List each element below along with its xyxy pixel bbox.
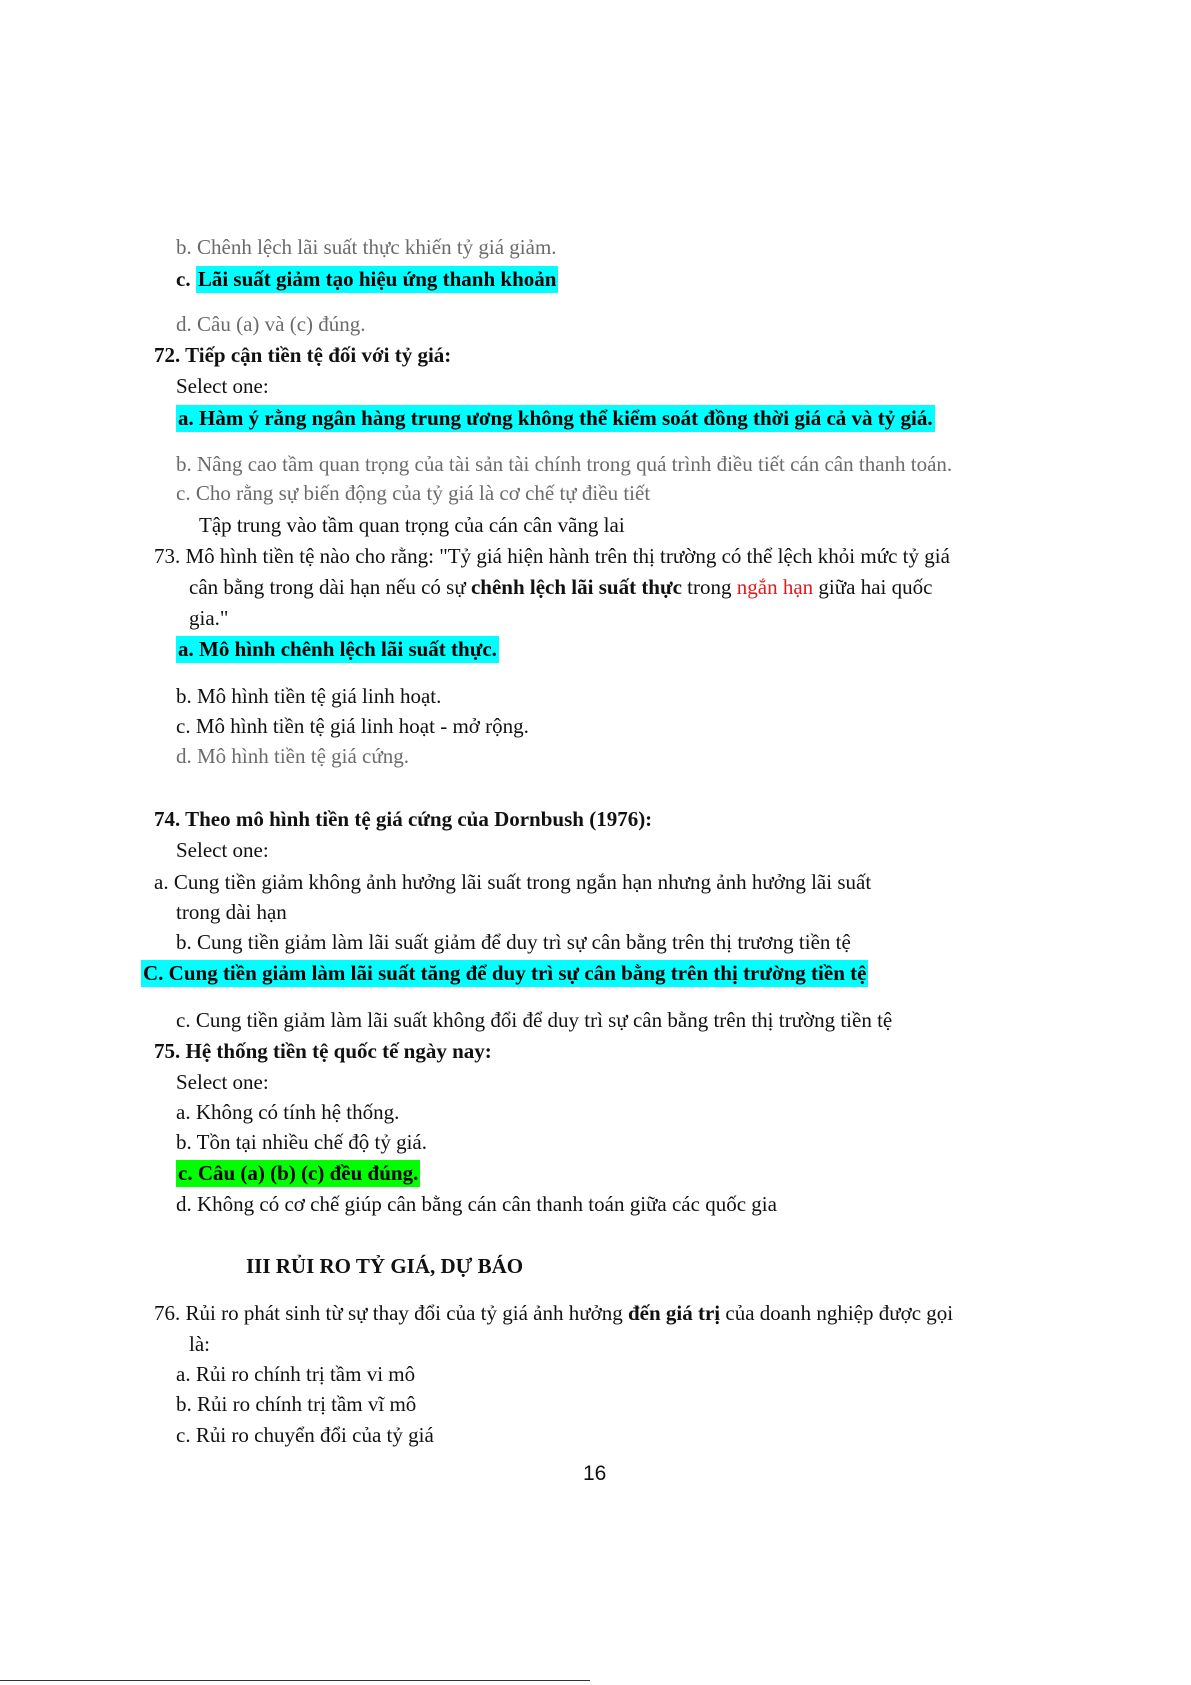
q75-answer-highlight: c. Câu (a) (b) (c) đều đúng. bbox=[178, 1161, 419, 1185]
q75-option-d: d. Không có cơ chế giúp cân bằng cán cân thanh toán giữa các quốc gia bbox=[176, 1192, 777, 1216]
q73-answer-highlight: a. Mô hình chênh lệch lãi suất thực. bbox=[178, 637, 497, 661]
q74-option-C bbox=[141, 960, 868, 986]
q73-option-c: c. Mô hình tiền tệ giá linh hoạt - mở rộng. bbox=[176, 714, 529, 738]
q76-line1-pre: 76. Rủi ro phát sinh từ sự thay đổi của tỷ giá ảnh hưởng bbox=[154, 1301, 628, 1325]
q71-answer-highlight: Lãi suất giảm tạo hiệu ứng thanh khoản bbox=[197, 267, 557, 291]
q72-answer-highlight: a. Hàm ý rằng ngân hàng trung ương không thể kiểm soát đồng thời giá cả và tỷ giá. bbox=[178, 406, 933, 430]
q72-select-one: Select one: bbox=[176, 374, 269, 398]
q76-line1-post: của doanh nghiệp được gọi bbox=[720, 1301, 954, 1325]
q73-question-line1: 73. Mô hình tiền tệ nào cho rằng: "Tỷ giá hiện hành trên thị trường có thể lệch khỏi mức tỷ giá bbox=[154, 544, 950, 568]
page-number: 16 bbox=[583, 1462, 607, 1485]
q73-line2-red: ngắn hạn bbox=[736, 575, 814, 599]
q71-option-c bbox=[176, 266, 558, 292]
section-heading: III RỦI RO TỶ GIÁ, DỰ BÁO bbox=[246, 1254, 524, 1278]
q75-title: 75. Hệ thống tiền tệ quốc tế ngày nay: bbox=[154, 1039, 492, 1063]
q74-select-one: Select one: bbox=[176, 838, 269, 862]
q74-title: 74. Theo mô hình tiền tệ giá cứng của Dornbush (1976): bbox=[154, 807, 653, 831]
q76-question-line1 bbox=[154, 1300, 953, 1326]
q76-line1-bold: đến giá trị bbox=[627, 1301, 721, 1325]
q75-option-a: a. Không có tính hệ thống. bbox=[176, 1100, 400, 1124]
footer-divider bbox=[0, 1680, 590, 1681]
q72-title: 72. Tiếp cận tiền tệ đối với tỷ giá: bbox=[154, 343, 452, 367]
q75-option-b: b. Tồn tại nhiều chế độ tỷ giá. bbox=[176, 1130, 427, 1154]
q74-option-a-line2: trong dài hạn bbox=[176, 900, 287, 924]
q72-option-d: Tập trung vào tầm quan trọng của cán cân vãng lai bbox=[199, 513, 625, 537]
q73-option-b: b. Mô hình tiền tệ giá linh hoạt. bbox=[176, 684, 442, 708]
q75-select-one: Select one: bbox=[176, 1070, 269, 1094]
q76-option-a: a. Rủi ro chính trị tầm vi mô bbox=[176, 1362, 416, 1386]
q71-option-d: d. Câu (a) và (c) đúng. bbox=[176, 312, 366, 336]
q72-option-b: b. Nâng cao tầm quan trọng của tài sản tài chính trong quá trình điều tiết cán cân thanh toán. bbox=[176, 452, 953, 476]
q76-option-c: c. Rủi ro chuyển đổi của tỷ giá bbox=[176, 1423, 434, 1447]
q73-option-d: d. Mô hình tiền tệ giá cứng. bbox=[176, 744, 410, 768]
q74-option-b: b. Cung tiền giảm làm lãi suất giảm để duy trì sự cân bằng trên thị trương tiền tệ bbox=[176, 930, 851, 954]
q73-option-a bbox=[176, 636, 499, 662]
q76-question-line2: là: bbox=[189, 1332, 210, 1356]
q74-option-a-line1: a. Cung tiền giảm không ảnh hưởng lãi suất trong ngắn hạn nhưng ảnh hưởng lãi suất bbox=[154, 870, 872, 894]
q71-option-c-prefix: c. bbox=[176, 267, 196, 291]
q76-option-b: b. Rủi ro chính trị tầm vĩ mô bbox=[176, 1392, 417, 1416]
q73-line2-mid: trong bbox=[681, 575, 737, 599]
q73-question-line3: gia." bbox=[189, 606, 229, 630]
q71-option-b: b. Chênh lệch lãi suất thực khiến tỷ giá giảm. bbox=[176, 235, 557, 259]
q74-answer-highlight: C. Cung tiền giảm làm lãi suất tăng để duy trì sự cân bằng trên thị trường tiền tệ bbox=[143, 961, 867, 985]
q73-line2-bold: chênh lệch lãi suất thực bbox=[470, 575, 682, 599]
q73-line2-post: giữa hai quốc bbox=[813, 575, 933, 599]
q75-option-c bbox=[176, 1160, 420, 1186]
q72-option-a bbox=[176, 405, 935, 431]
q72-option-c: c. Cho rằng sự biến động của tỷ giá là cơ chế tự điều tiết bbox=[176, 481, 651, 505]
q73-line2-pre: cân bằng trong dài hạn nếu có sự bbox=[189, 575, 471, 599]
q73-question-line2 bbox=[189, 574, 932, 600]
q74-option-c: c. Cung tiền giảm làm lãi suất không đổi để duy trì sự cân bằng trên thị trường tiền tệ bbox=[176, 1008, 893, 1032]
